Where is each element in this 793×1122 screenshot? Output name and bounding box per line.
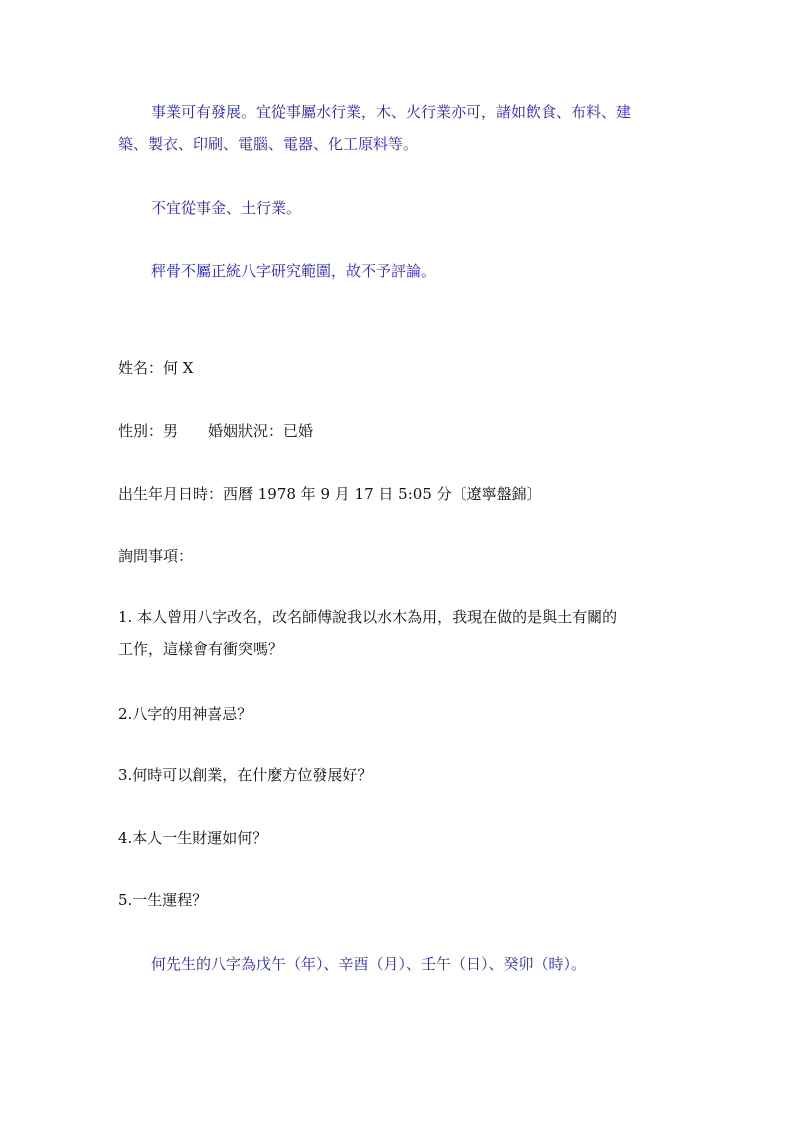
question-1-line1: 1. 本人曾用八字改名，改名師傅說我以水木為用，我現在做的是與土有關的 bbox=[118, 608, 618, 626]
name-field: 姓名：何 X bbox=[118, 359, 194, 377]
marital-status-field: 婚姻狀況：已婚 bbox=[208, 422, 314, 440]
question-2: 2.八字的用神喜忌？ bbox=[118, 705, 253, 723]
bone-weight-text: 秤骨不屬正統八字研究範圍，故不予評論。 bbox=[151, 262, 437, 280]
gender-marital-line bbox=[118, 415, 678, 447]
gender-field: 性別：男 bbox=[118, 422, 179, 440]
inquiry-heading: 詢問事項： bbox=[118, 547, 194, 565]
question-3: 3.何時可以創業，在什麼方位發展好？ bbox=[118, 766, 373, 784]
avoid-industries-text: 不宜從事金、土行業。 bbox=[151, 199, 302, 217]
question-4: 4.本人一生財運如何？ bbox=[118, 829, 268, 847]
birth-datetime-field: 出生年月日時：西曆 1978 年 9 月 17 日 5:05 分〔遼寧盤錦〕 bbox=[118, 485, 542, 503]
bazi-reply-text: 何先生的八字為戊午（年）、辛酉（月）、壬午（日）、癸卯（時）。 bbox=[151, 955, 587, 973]
question-5: 5.一生運程？ bbox=[118, 891, 208, 909]
career-paragraph-line1: 事業可有發展。宜從事屬水行業，木、火行業亦可，諸如飲食、布料、建 bbox=[151, 103, 632, 121]
question-1-line2: 工作，這樣會有衝突嗎？ bbox=[118, 640, 284, 658]
career-paragraph-line2: 築、製衣、印刷、電腦、電器、化工原料等。 bbox=[118, 135, 419, 153]
